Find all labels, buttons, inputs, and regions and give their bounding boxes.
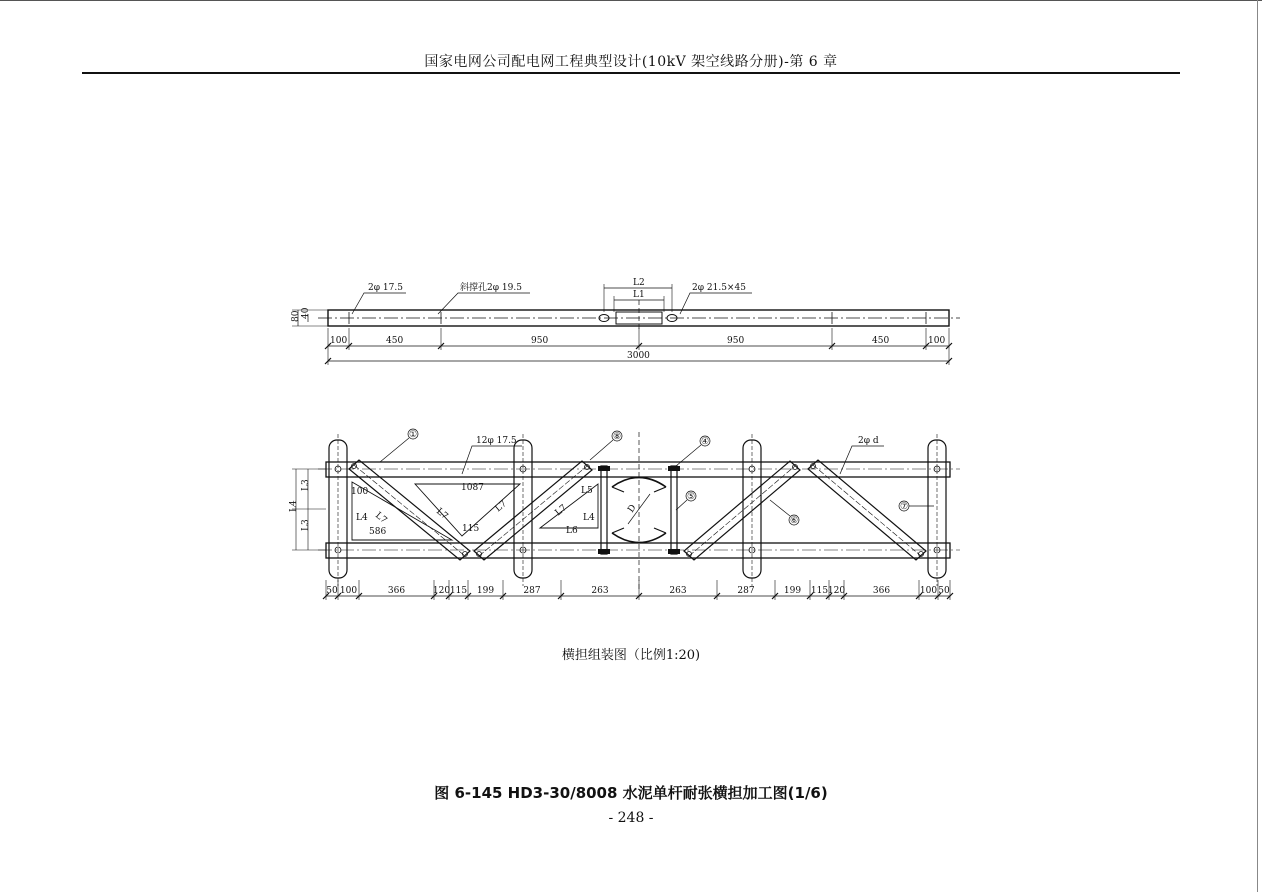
dim-assembly-8: 263	[669, 586, 687, 596]
bottom-chord	[326, 543, 950, 558]
dim-assembly-3: 120	[432, 586, 451, 596]
top-view	[292, 284, 960, 365]
top-chord	[326, 462, 950, 477]
label-l2: L2	[633, 278, 645, 288]
dim-assembly-9: 287	[737, 586, 755, 596]
brace-left-1	[349, 460, 470, 560]
dim-top-4: 450	[872, 336, 890, 346]
dim-assembly-0: 50	[326, 586, 338, 596]
callout-4: ④	[701, 437, 710, 447]
dim-top-1: 450	[386, 336, 404, 346]
label-holes-a: 2φ 17.5	[368, 283, 403, 293]
label-l5: L5	[581, 486, 593, 496]
dim-assembly-7: 263	[591, 586, 609, 596]
label-l4-left: L4	[356, 513, 368, 523]
dim-top-0: 100	[330, 336, 348, 346]
dim-assembly-6: 287	[523, 586, 541, 596]
dim-assembly-1: 100	[339, 586, 358, 596]
figure-title: 图 6-145 HD3-30/8008 水泥单杆耐张横担加工图(1/6)	[434, 784, 828, 802]
callout-5: ⑤	[687, 492, 696, 502]
label-h80: 80	[291, 310, 301, 322]
dim-assembly-11: 115	[810, 586, 829, 596]
assembly-view	[292, 429, 960, 600]
label-l3-upper: L3	[301, 479, 311, 491]
dim-assembly-4: 115	[449, 586, 468, 596]
label-l7-2: L7	[434, 506, 450, 522]
callout-7: ⑦	[900, 502, 909, 512]
label-h40: 40	[301, 307, 311, 319]
u-bolt-left	[601, 466, 607, 554]
dim-top-5: 100	[928, 336, 946, 346]
label-holes-b: 斜撑孔2φ 19.5	[460, 283, 522, 293]
label-d: D	[626, 503, 639, 515]
label-l6: L6	[566, 526, 578, 536]
label-holes-c: 2φ 21.5×45	[692, 283, 746, 293]
callout-1: ①	[409, 430, 418, 440]
dim-assembly-15: 50	[938, 586, 950, 596]
label-n586: 586	[369, 527, 387, 537]
label-l3-lower: L3	[301, 519, 311, 531]
dim-assembly-5: 199	[476, 586, 495, 596]
dim-top-total: 3000	[627, 351, 650, 361]
label-n115: 115	[462, 524, 480, 534]
label-l4-right: L4	[583, 513, 595, 523]
label-holes-12: 12φ 17.5	[476, 436, 517, 446]
dim-assembly-14: 100	[919, 586, 938, 596]
label-l1: L1	[633, 290, 645, 300]
label-l7-3: L7	[493, 499, 509, 515]
dim-assembly-2: 366	[387, 586, 406, 596]
label-holes-d: 2φ d	[858, 436, 879, 446]
page-number: - 248 -	[608, 810, 654, 826]
callout-8: ⑧	[613, 432, 622, 442]
label-n1087: 1087	[461, 483, 484, 493]
label-l4-side: L4	[289, 500, 299, 512]
dim-top-2: 950	[531, 336, 549, 346]
label-n100: 100	[351, 487, 369, 497]
label-l7-1: L7	[373, 510, 389, 526]
dim-assembly-10: 199	[783, 586, 802, 596]
dim-assembly-12: 120	[827, 586, 846, 596]
label-l7-4: L7	[553, 503, 569, 519]
dim-top-3: 950	[727, 336, 745, 346]
callout-6: ⑥	[790, 516, 799, 526]
drawing-caption: 横担组装图（比例1:20)	[561, 648, 701, 663]
top-view-text	[291, 278, 945, 361]
dim-assembly-13: 366	[872, 586, 891, 596]
page-header: 国家电网公司配电网工程典型设计(10kV 架空线路分册)-第 6 章	[424, 54, 838, 70]
